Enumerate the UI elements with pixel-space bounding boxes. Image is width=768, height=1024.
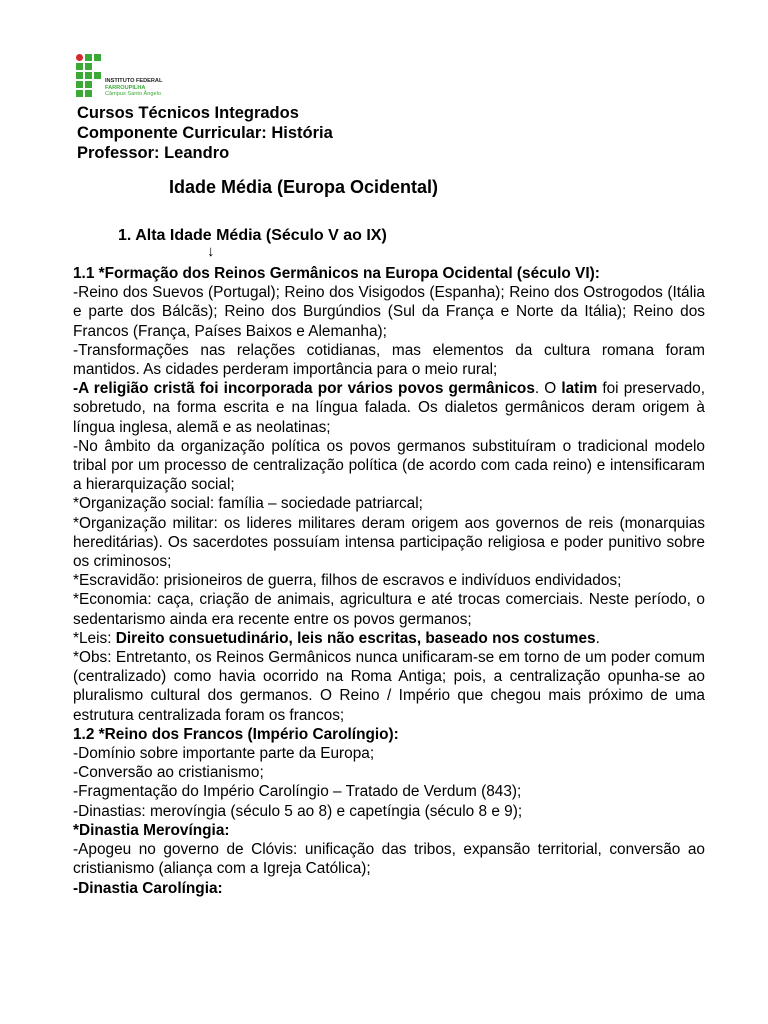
header-subject: Componente Curricular: História — [77, 124, 333, 142]
header-professor: Professor: Leandro — [77, 144, 230, 162]
logo-line-campus: Câmpus Santo Ângelo — [105, 91, 161, 98]
heading-carolingian: -Dinastia Carolíngia: — [73, 879, 223, 897]
document-body — [73, 264, 705, 898]
laws-label: *Leis: — [73, 629, 116, 647]
paragraph-transformations: -Transformações nas relações cotidianas, mas elementos da cultura romana foram mantidos. As cidades perderam importância para o meio rural; — [73, 341, 705, 379]
paragraph-kingdoms: -Reino dos Suevos (Portugal); Reino dos Visigodos (Espanha); Reino dos Ostrogodos (Itália e parte dos Bálcãs); Reino dos Burgúndios (Sul da França e Norte da Itália); Reino dos Francos (França, Países Baixos e Alemanha); — [73, 284, 705, 340]
paragraph-laws — [73, 629, 705, 648]
paragraph-observation: *Obs: Entretanto, os Reinos Germânicos nunca unificaram-se em torno de um poder comum (centralizado) como havia ocorrido na Roma Antiga; pois, a centralização opunha-se ao pluralismo cultural dos germanos. O Reino / Império que chegou mais próximo de uma estrutura centralizada foram os francos; — [73, 649, 705, 724]
paragraph-religion — [73, 379, 705, 437]
religion-text-a: . O — [534, 380, 562, 398]
subsection-heading-1-2: 1.2 *Reino dos Francos (Império Carolíngio): — [73, 725, 399, 743]
heading-merovingian: *Dinastia Merovíngia: — [73, 821, 230, 839]
document-title: Idade Média (Europa Ocidental) — [169, 177, 439, 197]
subsection-heading-1-1: 1.1 *Formação dos Reinos Germânicos na Europa Ocidental (século VI): — [73, 265, 600, 282]
header-course: Cursos Técnicos Integrados — [77, 104, 299, 122]
paragraph-fragmentation: -Fragmentação do Império Carolíngio – Tratado de Verdum (843); — [73, 783, 522, 801]
logo-line-institute: INSTITUTO FEDERAL — [105, 78, 163, 84]
section-heading: 1. Alta Idade Média (Século V ao IX) — [118, 227, 387, 244]
paragraph-conversion: -Conversão ao cristianismo; — [73, 764, 264, 782]
document-header — [77, 103, 333, 163]
laws-bold: Direito consuetudinário, leis não escritas, baseado nos costumes — [115, 629, 596, 647]
logo-mark-icon — [76, 54, 102, 102]
paragraph-military: *Organização militar: os lideres militares deram origem aos governos de reis (monarquias hereditárias). Os sacerdotes possuíam intensa participação religiosa e poder punitivo sobre os criminosos; — [73, 514, 705, 571]
logo-line-name: FARROUPILHA — [105, 84, 146, 91]
paragraph-economy: *Economia: caça, criação de animais, agricultura e até trocas comerciais. Neste período, o sedentarismo ainda era recente entre os povos germanos; — [73, 591, 705, 628]
paragraph-clovis: -Apogeu no governo de Clóvis: unificação das tribos, expansão territorial, conversão ao cristianismo (aliança com a Igreja Católica); — [73, 841, 705, 878]
paragraph-politics: -No âmbito da organização política os povos germanos substituíram o tradicional modelo tribal por um processo de centralização política (de acordo com cada reino) e intensificaram a hierarquização social; — [73, 437, 705, 494]
paragraph-dynasties: -Dinastias: merovíngia (século 5 ao 8) e capetíngia (século 8 e 9); — [73, 802, 523, 820]
paragraph-slavery: *Escravidão: prisioneiros de guerra, filhos de escravos e indivíduos endividados; — [73, 572, 622, 590]
laws-end: . — [595, 629, 600, 647]
logo-text — [105, 78, 162, 98]
religion-bold: -A religião cristã foi incorporada por vários povos germânicos — [73, 380, 535, 398]
institution-logo — [76, 54, 172, 104]
latin-bold: latim — [561, 380, 598, 398]
paragraph-social: *Organização social: família – sociedade patriarcal; — [73, 495, 423, 513]
religion-text-b: foi preservado, sobretudo, na forma escrita e na língua falada. Os dialetos germânicos deram origem à língua inglesa, alemã e as neolatinas; — [73, 380, 705, 436]
paragraph-domain: -Domínio sobre importante parte da Europa; — [73, 745, 375, 763]
down-arrow-icon: ↓ — [207, 243, 215, 260]
